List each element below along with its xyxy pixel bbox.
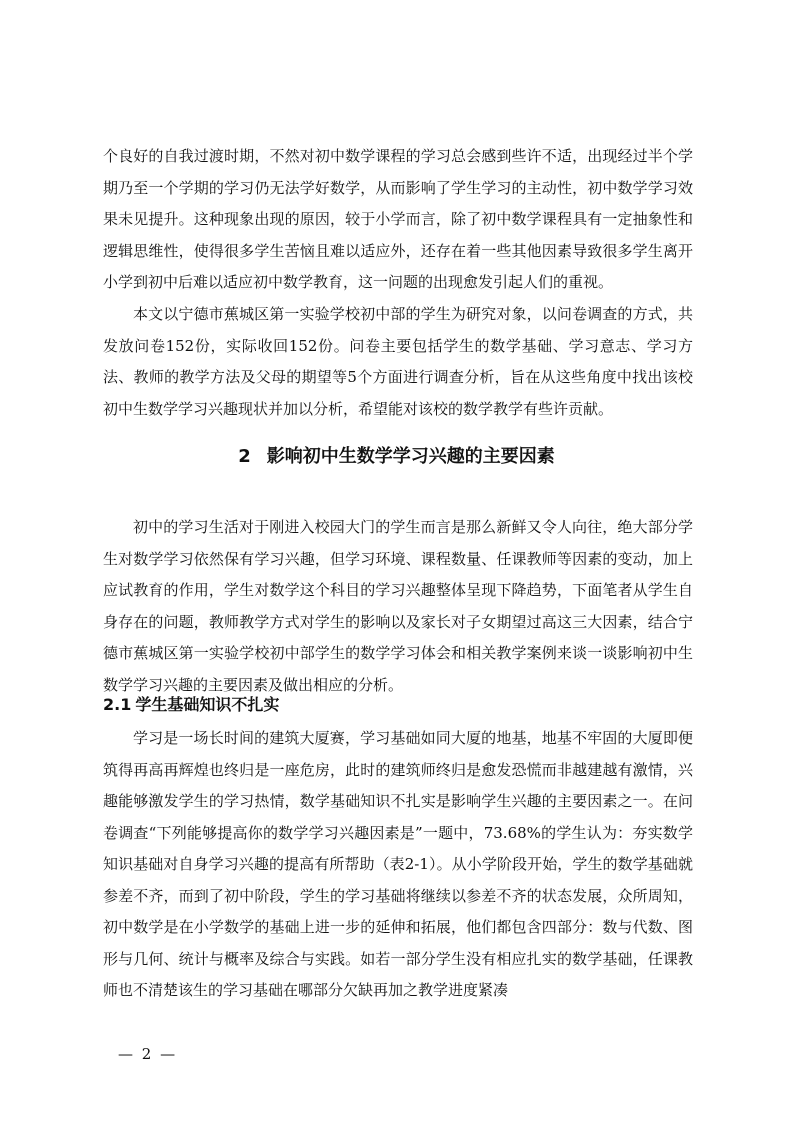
section-heading [0, 443, 793, 471]
section-intro-paragraph: 初中的学习生活对于刚进入校园大门的学生而言是那么新鲜又令人向往，绝大部分学生对数学学习依然保有学习兴趣，但学习环境、课程数量、任课教师等因素的变动，加上应试教育的作用，学生对数学这个科目的学习兴趣整体呈现下降趋势，下面笔者从学生自身存在的问题，教师教学方式对学生的影响以及家长对子女期望过高这三大因素，结合宁德市蕉城区第一实验学校初中部学生的数学学习体会和相关教学案例来谈一谈影响初中生数学学习兴趣的主要因素及做出相应的分析。 [103, 518, 693, 694]
subsection-number: 2.1 [103, 695, 132, 714]
section-title: 影响初中生数学学习兴趣的主要因素 [266, 446, 555, 467]
body-paragraph-study-design: 本文以宁德市蕉城区第一实验学校初中部的学生为研究对象，以问卷调查的方式，共发放问卷152份，实际收回152份。问卷主要包括学生的数学基础、学习意志、学习方法、教师的教学方法及父母的期望等5个方面进行调查分析，旨在从这些角度中找出该校初中生数学学习兴趣现状并加以分析，希望能对该校的数学教学有些许贡献。 [103, 305, 693, 418]
subsection-heading [103, 692, 279, 718]
body-paragraph-continued: 个良好的自我过渡时期，不然对初中数学课程的学习总会感到些许不适，出现经过半个学期乃至一个学期的学习仍无法学好数学，从而影响了学生学习的主动性，初中数学学习效果未见提升。这种现象出现的原因，较于小学而言，除了初中数学课程具有一定抽象性和逻辑思维性，使得很多学生苦恼且难以适应外，还存在着一些其他因素导致很多学生离开小学到初中后难以适应初中数学教育，这一问题的出现愈发引起人们的重视。 [103, 147, 693, 291]
section-number: 2 [238, 446, 251, 467]
subsection-paragraph: 学习是一场长时间的建筑大厦赛，学习基础如同大厦的地基，地基不牢固的大厦即便筑得再高再辉煌也终归是一座危房，此时的建筑师终归是愈发恐慌而非越建越有激情，兴趣能够激发学生的学习热情，数学基础知识不扎实是影响学生兴趣的主要因素之一。在问卷调查“下列能够提高你的数学学习兴趣因素是”一题中，73.68%的学生认为：夯实数学知识基础对自身学习兴趣的提高有所帮助（表2-1）。从小学阶段开始，学生的数学基础就参差不齐，而到了初中阶段，学生的学习基础将继续以参差不齐的状态发展，众所周知，初中数学是在小学数学的基础上进一步的延伸和拓展，他们都包含四部分：数与代数、图形与几何、统计与概率及综合与实践。如若一部分学生没有相应扎实的数学基础，任课教师也不清楚该生的学习基础在哪部分欠缺再加之教学进度紧凑 [103, 729, 693, 999]
subsection-title: 学生基础知识不扎实 [135, 695, 280, 714]
page-number: — 2 — [118, 1045, 178, 1063]
